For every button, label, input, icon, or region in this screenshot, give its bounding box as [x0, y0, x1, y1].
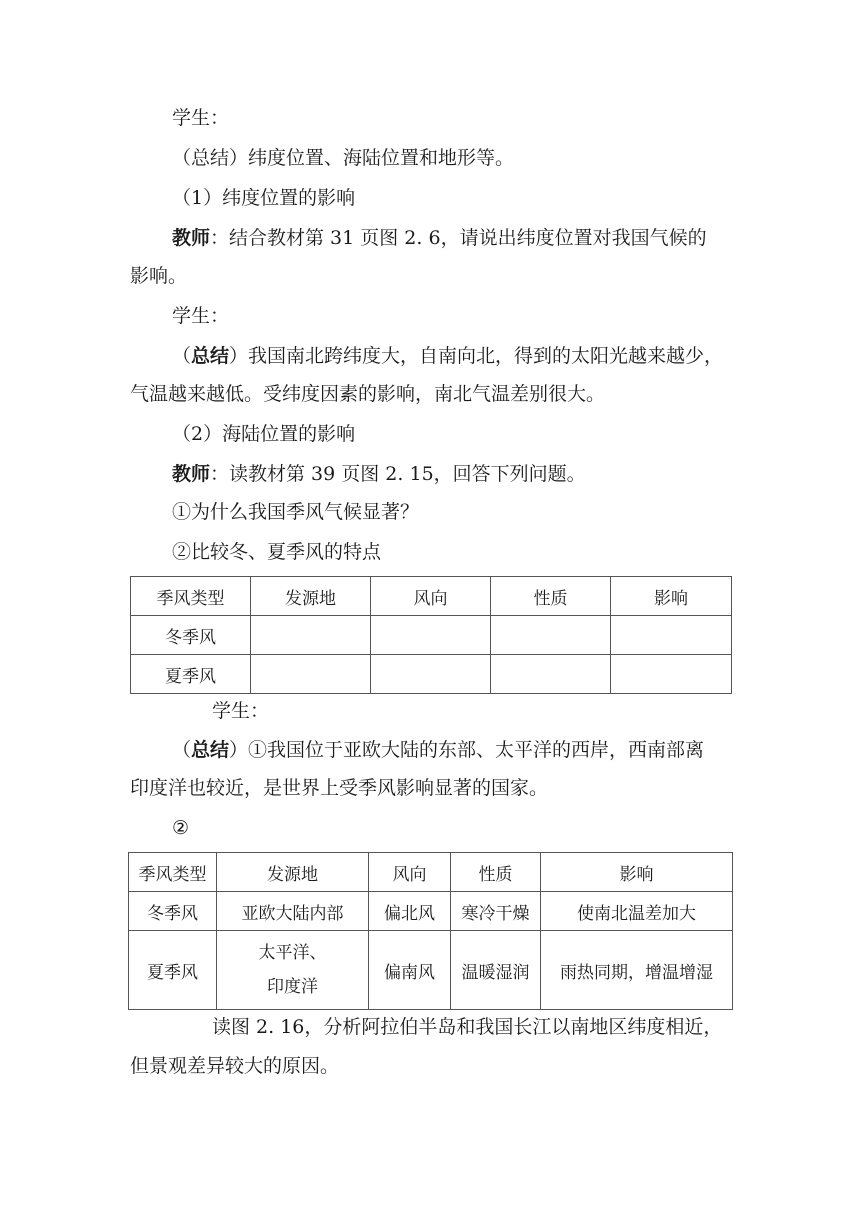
table-cell: 亚欧大陆内部	[217, 892, 369, 931]
table-cell: 冬季风	[129, 892, 217, 931]
teacher-label: 教师	[172, 463, 211, 485]
table-cell: 偏南风	[369, 931, 451, 1010]
source-line-1: 太平洋、	[258, 943, 327, 963]
teacher-text: ：结合教材第 31 页图 2. 6，请说出纬度位置对我国气候的	[210, 227, 707, 249]
paragraph-reading-task-cont: 但景观差异较大的原因。	[130, 1055, 340, 1077]
source-line-2: 印度洋	[267, 977, 318, 997]
teacher-label: 教师	[172, 227, 211, 249]
paragraph-section-2: （2）海陆位置的影响	[172, 423, 356, 445]
paragraph-summary-1: （总结）纬度位置、海陆位置和地形等。	[172, 147, 515, 169]
paragraph-summary-2-cont: 气温越来越低。受纬度因素的影响，南北气温差别很大。	[130, 383, 606, 405]
table-cell: 使南北温差加大	[541, 892, 733, 931]
paragraph-summary-3-cont: 印度洋也较近，是世界上受季风影响显著的国家。	[130, 777, 549, 799]
monsoon-table-filled	[128, 852, 733, 1010]
question-2: ②比较冬、夏季风的特点	[172, 541, 382, 563]
paragraph-summary-2: （总结）我国南北跨纬度大，自南向北，得到的太阳光越来越少，	[172, 345, 724, 367]
table-cell	[251, 616, 371, 655]
answer-2-marker: ②	[172, 817, 190, 839]
table-header-cell: 风向	[369, 853, 451, 892]
table-header-row	[131, 577, 732, 616]
table-header-cell: 季风类型	[129, 853, 217, 892]
table-header-cell: 影响	[541, 853, 733, 892]
table-header-cell: 风向	[371, 577, 491, 616]
table-cell: 偏北风	[369, 892, 451, 931]
table-cell	[371, 616, 491, 655]
table-header-cell: 影响	[611, 577, 732, 616]
table-header-cell: 性质	[451, 853, 541, 892]
table-cell	[491, 655, 611, 694]
table-cell	[491, 616, 611, 655]
table-cell: 夏季风	[129, 931, 217, 1010]
paragraph-section-1: （1）纬度位置的影响	[172, 187, 356, 209]
table-row	[131, 616, 732, 655]
table-cell: 冬季风	[131, 616, 251, 655]
table-header-cell: 性质	[491, 577, 611, 616]
table-cell	[611, 655, 732, 694]
summary-label: 总结	[191, 739, 230, 761]
table-row	[129, 931, 733, 1010]
table-cell: 雨热同期，增温增湿	[541, 931, 733, 1010]
paragraph-summary-3: （总结）①我国位于亚欧大陆的东部、太平洋的西岸，西南部离	[172, 739, 705, 761]
summary-label: 总结	[191, 345, 230, 367]
paragraph-teacher-1-cont: 影响。	[130, 265, 188, 287]
table-cell: 夏季风	[131, 655, 251, 694]
table-row	[131, 655, 732, 694]
table-cell: 温暖湿润	[451, 931, 541, 1010]
paragraph-student-1: 学生：	[172, 107, 230, 129]
table-header-cell: 发源地	[251, 577, 371, 616]
paragraph-teacher-1	[172, 226, 707, 250]
table-cell: 寒冷干燥	[451, 892, 541, 931]
table-row	[129, 892, 733, 931]
table-header-cell: 季风类型	[131, 577, 251, 616]
question-1: ①为什么我国季风气候显著？	[172, 501, 420, 523]
table-cell	[371, 655, 491, 694]
paragraph-student-2: 学生：	[172, 305, 230, 327]
table-header-row	[129, 853, 733, 892]
table-cell	[251, 655, 371, 694]
table-cell-source	[217, 931, 369, 1010]
paragraph-student-3: 学生：	[212, 700, 270, 722]
monsoon-table-blank	[130, 576, 732, 694]
table-header-cell: 发源地	[217, 853, 369, 892]
paragraph-teacher-2: 教师：读教材第 39 页图 2. 15，回答下列问题。	[172, 463, 586, 485]
table-cell	[611, 616, 732, 655]
paragraph-reading-task: 读图 2. 16，分析阿拉伯半岛和我国长江以南地区纬度相近，	[212, 1016, 723, 1038]
